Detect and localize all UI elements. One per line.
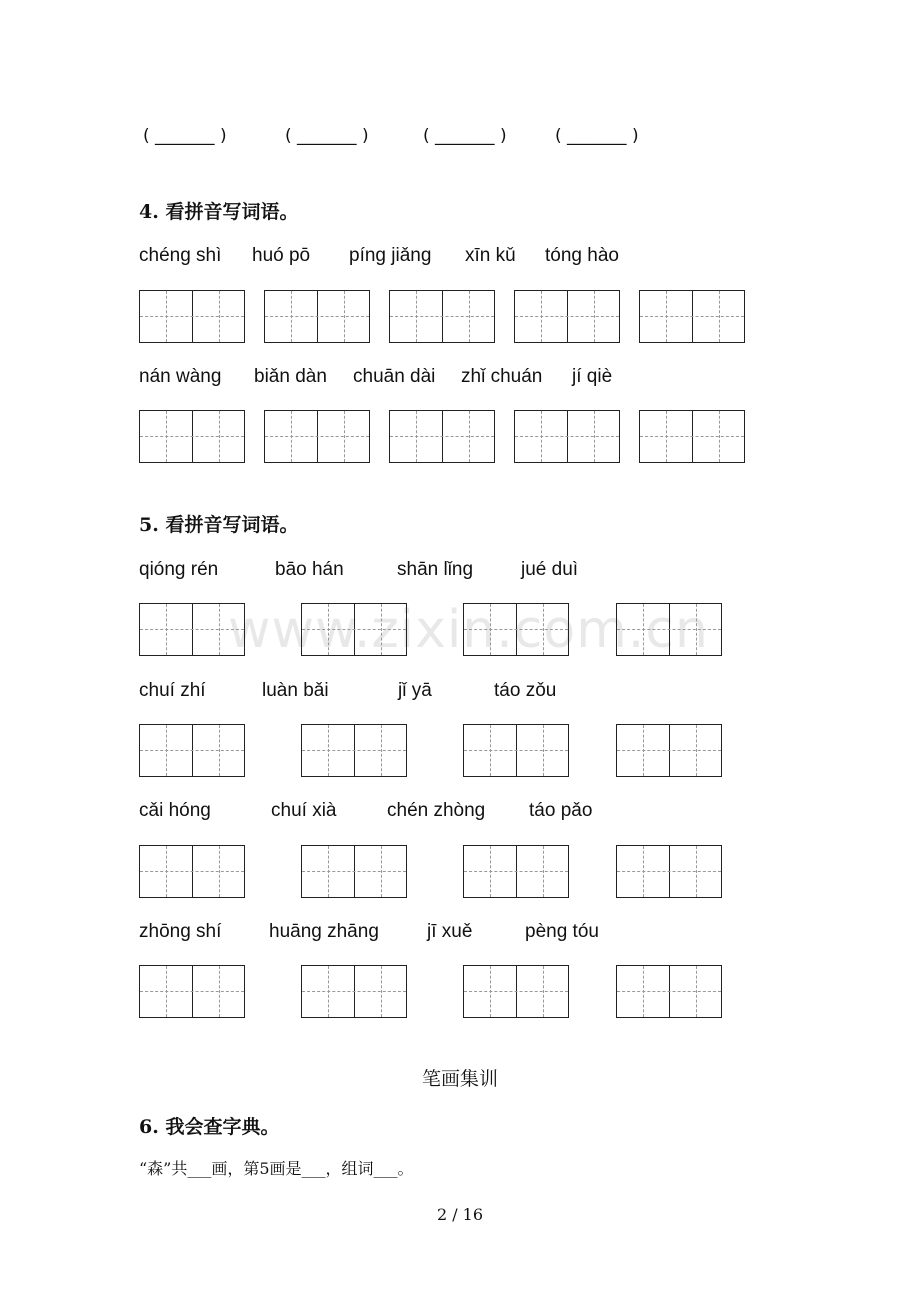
writing-grid-box[interactable] (301, 965, 407, 1018)
pinyin-label: táo pǎo (529, 800, 593, 821)
pinyin-label: chuí zhí (139, 680, 206, 701)
writing-grid-box[interactable] (139, 724, 245, 777)
pinyin-label: shān lǐng (397, 559, 474, 580)
pinyin-label: jué duì (521, 559, 579, 580)
answer-blank-4[interactable]: ( _______ ) (555, 126, 639, 146)
pinyin-label: pèng tóu (525, 921, 599, 942)
pinyin-label: chén zhòng (387, 800, 486, 821)
page-number: 2 / 16 (436, 1205, 484, 1224)
pinyin-label: chuí xià (271, 800, 337, 821)
pinyin-label: luàn bǎi (262, 680, 329, 701)
q5-pinyin-row-2 (0, 680, 920, 706)
answer-blank-3[interactable]: ( _______ ) (423, 126, 507, 146)
writing-grid-box[interactable] (139, 410, 245, 463)
q4-heading: 4. 看拼音写词语。 (139, 201, 299, 223)
q5-pinyin-row-1 (0, 559, 920, 585)
answer-blank-1[interactable]: ( _______ ) (143, 126, 227, 146)
q4-pinyin-row-2 (0, 366, 920, 392)
writing-grid-box[interactable] (301, 603, 407, 656)
writing-grid-box[interactable] (139, 965, 245, 1018)
writing-grid-box[interactable] (264, 410, 370, 463)
writing-grid-box[interactable] (463, 724, 569, 777)
writing-grid-box[interactable] (616, 845, 722, 898)
writing-grid-box[interactable] (264, 290, 370, 343)
q6-question: “森”共___画，第5画是___，组词___。 (139, 1159, 414, 1178)
writing-grid-box[interactable] (389, 290, 495, 343)
q5-pinyin-row-3 (0, 800, 920, 826)
writing-grid-box[interactable] (139, 603, 245, 656)
pinyin-label: píng jiǎng (349, 245, 432, 266)
writing-grid-box[interactable] (139, 845, 245, 898)
writing-grid-box[interactable] (139, 290, 245, 343)
pinyin-label: biǎn dàn (254, 366, 327, 387)
pinyin-label: nán wàng (139, 366, 222, 387)
writing-grid-box[interactable] (616, 724, 722, 777)
writing-grid-box[interactable] (514, 410, 620, 463)
writing-grid-box[interactable] (463, 845, 569, 898)
writing-grid-box[interactable] (389, 410, 495, 463)
writing-grid-box[interactable] (463, 603, 569, 656)
pinyin-label: tóng hào (545, 245, 619, 266)
writing-grid-box[interactable] (639, 290, 745, 343)
pinyin-label: zhǐ chuán (461, 366, 543, 387)
pinyin-label: cǎi hóng (139, 800, 211, 821)
writing-grid-box[interactable] (301, 845, 407, 898)
writing-grid-box[interactable] (301, 724, 407, 777)
pinyin-label: huó pō (252, 245, 311, 266)
writing-grid-box[interactable] (463, 965, 569, 1018)
pinyin-label: chuān dài (353, 366, 436, 387)
watermark: www.zixin.com.cn (228, 600, 709, 660)
pinyin-label: chéng shì (139, 245, 222, 266)
pinyin-label: huāng zhāng (269, 921, 379, 942)
pinyin-label: zhōng shí (139, 921, 222, 942)
pinyin-label: xīn kǔ (465, 245, 516, 266)
answer-blank-2[interactable]: ( _______ ) (285, 126, 369, 146)
pinyin-label: jī xuě (427, 921, 473, 942)
section-title: 笔画集训 (421, 1068, 498, 1090)
writing-grid-box[interactable] (639, 410, 745, 463)
pinyin-label: jǐ yā (398, 680, 432, 701)
writing-grid-box[interactable] (616, 965, 722, 1018)
pinyin-label: táo zǒu (494, 680, 557, 701)
writing-grid-box[interactable] (514, 290, 620, 343)
q5-heading: 5. 看拼音写词语。 (139, 514, 299, 536)
pinyin-label: jí qiè (572, 366, 613, 387)
pinyin-label: qióng rén (139, 559, 219, 580)
writing-grid-box[interactable] (616, 603, 722, 656)
q6-heading: 6. 我会查字典。 (139, 1116, 280, 1138)
pinyin-label: bāo hán (275, 559, 344, 580)
q4-pinyin-row-1 (0, 245, 920, 271)
q5-pinyin-row-4 (0, 921, 920, 947)
